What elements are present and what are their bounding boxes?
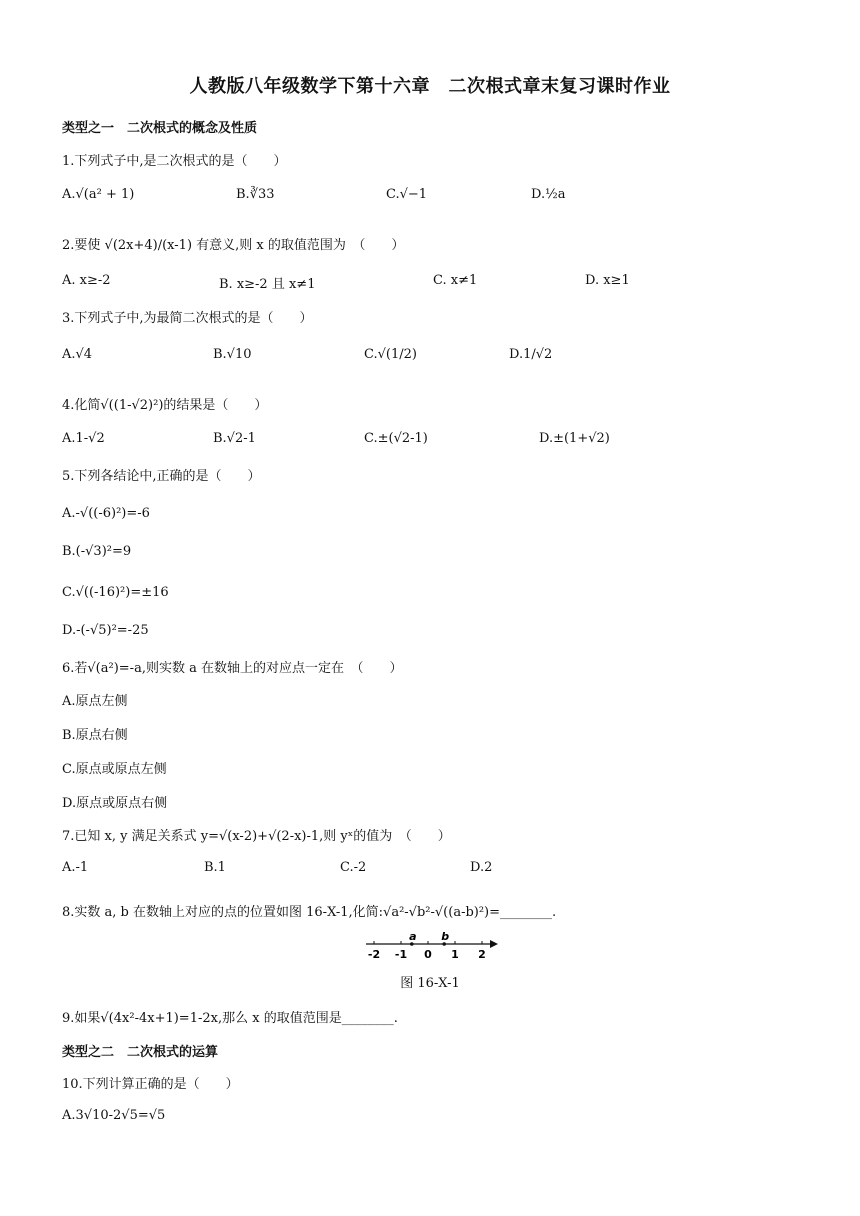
q2-option-d: D. x≥1 [585,273,630,288]
page-title: 人教版八年级数学下第十六章 二次根式章末复习课时作业 [189,76,671,97]
q6-option-a: A.原点左侧 [62,694,128,709]
axis-tick-label: -1 [394,948,408,961]
q4-option-c: C.±(√2-1) [364,431,428,446]
q7-option-d: D.2 [470,860,493,875]
q1-option-c: C.√−1 [386,187,428,202]
axis-tick-label: 0 [424,948,432,961]
question-2: 2.要使 √(2x+4)/(x-1) 有意义,则 x 的取值范围为 （ ） [62,238,405,253]
question-7: 7.已知 x, y 满足关系式 y=√(x-2)+√(2-x)-1,则 yˣ的值为 （ ） [62,829,451,844]
q7-option-b: B.1 [204,860,226,875]
q1-option-b: B.∛33 [236,187,275,202]
q3-option-a: A.√4 [62,347,93,362]
q1-option-d: D.½a [531,187,566,202]
q2-option-c: C. x≠1 [433,273,478,288]
q3-option-c: C.√(1/2) [364,347,417,362]
q6-option-c: C.原点或原点左侧 [62,762,167,777]
q3-option-d: D.1/√2 [509,347,553,362]
q2-option-b: B. x≥-2 且 x≠1 [219,277,316,292]
q4-option-b: B.√2-1 [213,431,256,446]
number-line-figure [360,930,500,962]
q6-option-d: D.原点或原点右侧 [62,796,168,811]
q5-option-b: B.(-√3)²=9 [62,544,132,559]
question-3: 3.下列式子中,为最简二次根式的是（ ） [62,311,313,326]
point-label-b: b [441,930,450,943]
q6-option-b: B.原点右侧 [62,728,128,743]
question-6: 6.若√(a²)=-a,则实数 a 在数轴上的对应点一定在 （ ） [62,661,403,676]
q7-option-c: C.-2 [340,860,367,875]
question-5: 5.下列各结论中,正确的是（ ） [62,469,261,484]
section-heading-1: 类型之一 二次根式的概念及性质 [62,121,258,136]
q3-option-b: B.√10 [213,347,252,362]
q5-option-c: C.√((-16)²)=±16 [62,585,169,600]
question-9: 9.如果√(4x²-4x+1)=1-2x,那么 x 的取值范围是________. [62,1011,398,1026]
q7-option-a: A.-1 [62,860,89,875]
q1-option-a: A.√(a² + 1) [62,187,135,202]
figure-caption: 图 16-X-1 [400,976,460,991]
section-heading-2: 类型之二 二次根式的运算 [62,1045,219,1060]
q2-option-a: A. x≥-2 [62,273,111,288]
question-1: 1.下列式子中,是二次根式的是（ ） [62,154,287,169]
q5-option-a: A.-√((-6)²)=-6 [62,506,150,521]
q4-option-d: D.±(1+√2) [539,431,610,446]
q10-option-a: A.3√10-2√5=√5 [62,1108,166,1123]
q5-option-d: D.-(-√5)²=-25 [62,623,149,638]
question-8: 8.实数 a, b 在数轴上对应的点的位置如图 16-X-1,化简:√a²-√b²-√((a-b)²)=________. [62,905,557,920]
q4-option-a: A.1-√2 [62,431,105,446]
axis-tick-label: -2 [367,948,381,961]
axis-tick-label: 1 [451,948,459,961]
point-label-a: a [409,930,417,943]
axis-tick-label: 2 [478,948,486,961]
question-4: 4.化简√((1-√2)²)的结果是（ ） [62,398,268,413]
question-10: 10.下列计算正确的是（ ） [62,1077,239,1092]
axis-arrow-icon [490,940,498,948]
